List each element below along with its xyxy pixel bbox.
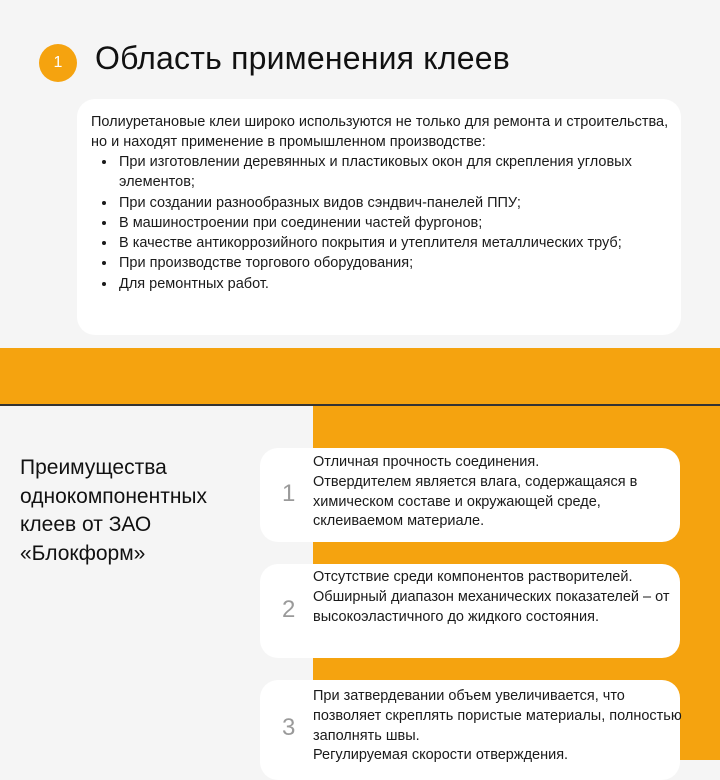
advantage-card-3: [260, 680, 680, 780]
orange-divider-band: [0, 348, 720, 404]
advantage-number: 2: [282, 596, 296, 623]
list-item: • В машиностроении при соединении частей фургонов;: [117, 213, 687, 233]
list-item: • В качестве антикоррозийного покрытия и утеплителя металлических труб;: [117, 233, 687, 253]
advantage-text: Отличная прочность соединения. Отвердителем является влага, содержащаяся в химическом составе и окружающей среде, склеиваемом материале.: [313, 454, 638, 530]
advantage-text: При затвердевании объем увеличивается, что позволяет скреплять пористые материалы, полностью заполнять швы. Регулируемая скорости отверждения.: [313, 688, 682, 764]
section-number-badge: 1: [39, 44, 77, 82]
application-intro: Полиуретановые клеи широко используются не только для ремонта и строительства, но и находят применение в промышленном производстве:: [91, 114, 669, 150]
application-title: Область применения клеев: [95, 40, 510, 76]
advantage-number: 1: [282, 480, 296, 507]
list-item: • При изготовлении деревянных и пластиковых окон для скрепления угловых элементов;: [117, 152, 687, 193]
advantage-number: 3: [282, 714, 296, 741]
application-list: [99, 152, 687, 294]
advantage-text: Отсутствие среди компонентов растворителей. Обширный диапазон механических показателей – от высокоэластичного до жидкого состояния.: [313, 569, 670, 625]
list-item: • При создании разнообразных видов сэндвич-панелей ППУ;: [117, 193, 687, 213]
application-section: [0, 0, 720, 348]
list-item: • При производстве торгового оборудования;: [117, 253, 687, 273]
list-item: • Для ремонтных работ.: [117, 274, 687, 294]
advantages-section: [0, 406, 720, 764]
advantages-title: Преимущества однокомпонентных клеев от ЗАО «Блокформ»: [20, 456, 208, 565]
advantage-card-1: [260, 448, 680, 542]
advantage-card-2: [260, 564, 680, 658]
application-card: [77, 99, 681, 335]
